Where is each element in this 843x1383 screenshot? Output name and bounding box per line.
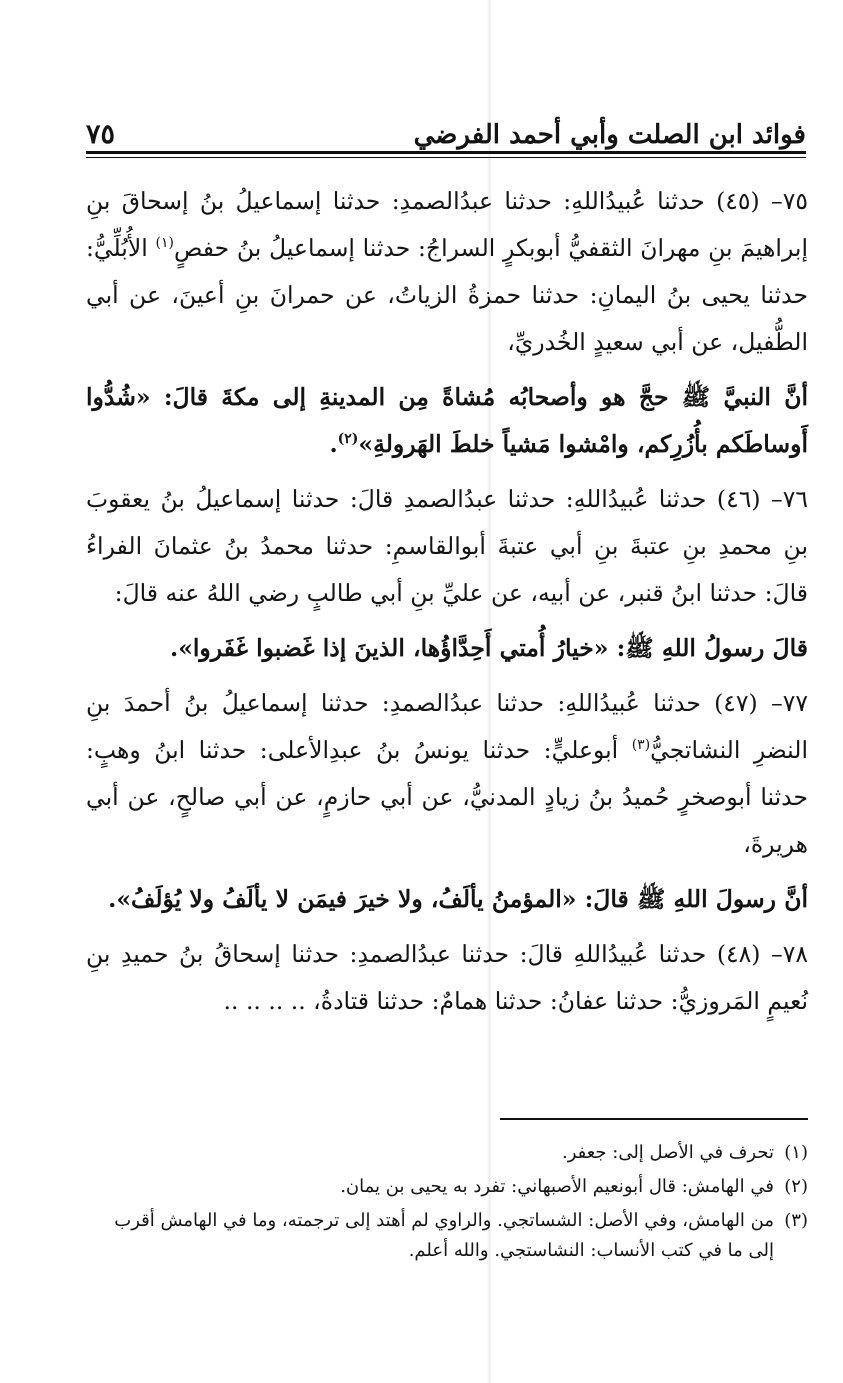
main-text <box>86 178 808 1025</box>
footnote-1 <box>86 1138 808 1168</box>
footnote-text: من الهامش، وفي الأصل: الشساتجي. والراوي لم أهتد إلى ترجمته، وما في الهامش أقرب إلى ما في كتب الأنساب: النشاستجي. والله أعلم. <box>114 1210 774 1261</box>
footnote-3 <box>86 1206 808 1266</box>
hadith-76-matn: قالَ رسولُ اللهِ ﷺ: «خيارُ أُمتي أَحِدَّاؤُها، الذينَ إذا غَضبوا غَفَروا». <box>170 634 808 662</box>
hadith-78-isnad: ٧٨– (٤٨) حدثنا عُبيدُاللهِ قالَ: حدثنا عبدُالصمدِ: حدثنا إسحاقُ بنُ حميدِ بنِ نُعيمٍ المَروزيُّ: حدثنا عفانُ: حدثنا همامٌ: حدثنا قتادةُ، .. .. .. .. <box>86 940 809 1015</box>
header-rule-thick <box>86 151 806 154</box>
hadith-77-isnad: ٧٧– (٤٧) حدثنا عُبيدُاللهِ: حدثنا عبدُالصمدِ: حدثنا إسماعيلُ بنُ أحمدَ بنِ النضرِ النشاتجيُّ$^{(٣)}$ أبوعليٍّ: حدثنا يونسُ بنُ عبدِالأعلى: حدثنا ابنُ وهبٍ: حدثنا أبوصخرٍ حُميدُ بنُ زيادٍ المدنيُّ، عن أبي حازمٍ، عن أبي صالحٍ، عن أبي هريرةَ، <box>86 689 809 858</box>
hadith-75-isnad: ٧٥– (٤٥) حدثنا عُبيدُاللهِ: حدثنا عبدُالصمدِ: حدثنا إسماعيلُ بنُ إسحاقَ بنِ إبراهيمَ بنِ مهرانَ الثقفيُّ أبوبكرٍ السراجُ: حدثنا إسماعيلُ بنُ حفصٍ$^{(١)}$ الأُبُلِّيُّ: حدثنا يحيى بنُ اليمانِ: حدثنا حمزةُ الزياتُ، عن حمرانَ بنِ أعينَ، عن أبي الطُّفيل، عن أبي سعيدٍ الخُدريِّ، <box>86 187 809 356</box>
footnote-ref-1: (١) <box>155 235 174 252</box>
page-header <box>86 108 806 148</box>
footnote-text: في الهامش: قال أبونعيم الأصبهاني: تفرد به يحيى بن يمان. <box>340 1176 774 1197</box>
footnote-number: (٣) <box>784 1210 808 1231</box>
hadith-77-matn: أنَّ رسولَ اللهِ ﷺ قالَ: «المؤمنُ يألَفُ، ولا خيرَ فيمَن لا يألَفُ ولا يُؤلَفُ». <box>108 885 808 913</box>
footnote-ref-2: (٢) <box>337 431 359 448</box>
footnote-text: تحرف في الأصل إلى: جعفر. <box>561 1142 774 1163</box>
footnote-2 <box>86 1172 808 1202</box>
hadith-75-matn: أنَّ النبيَّ ﷺ حجَّ هو وأصحابُه مُشاةً مِن المدينةِ إلى مكةَ قالَ: «شُدُّوا أَوساطَكم بأُزُرِكم، وامْشوا مَشياً خلطَ الهَرولةِ»$^{(٢)}$. <box>86 383 808 458</box>
footnote-ref-3: (٣) <box>631 737 651 754</box>
header-rule-thin <box>86 157 806 158</box>
footnote-number: (٢) <box>784 1176 808 1197</box>
footnote-separator <box>500 1118 808 1120</box>
footnotes <box>86 1138 808 1270</box>
page-number: ٧٥ <box>86 119 116 150</box>
footnote-number: (١) <box>784 1142 808 1163</box>
hadith-76-isnad: ٧٦– (٤٦) حدثنا عُبيدُاللهِ: حدثنا عبدُالصمدِ قالَ: حدثنا إسماعيلُ بنُ يعقوبَ بنِ محمدِ بنِ عتبةَ بنِ أبي عتبةَ أبوالقاسمِ: حدثنا محمدُ بنُ عثمانَ الفراءُ قالَ: حدثنا ابنُ قنبر، عن أبيه، عن عليِّ بنِ أبي طالبٍ رضي اللهُ عنه قالَ: <box>86 485 809 607</box>
running-title: فوائد ابن الصلت وأبي أحمد الفرضي <box>413 120 806 150</box>
